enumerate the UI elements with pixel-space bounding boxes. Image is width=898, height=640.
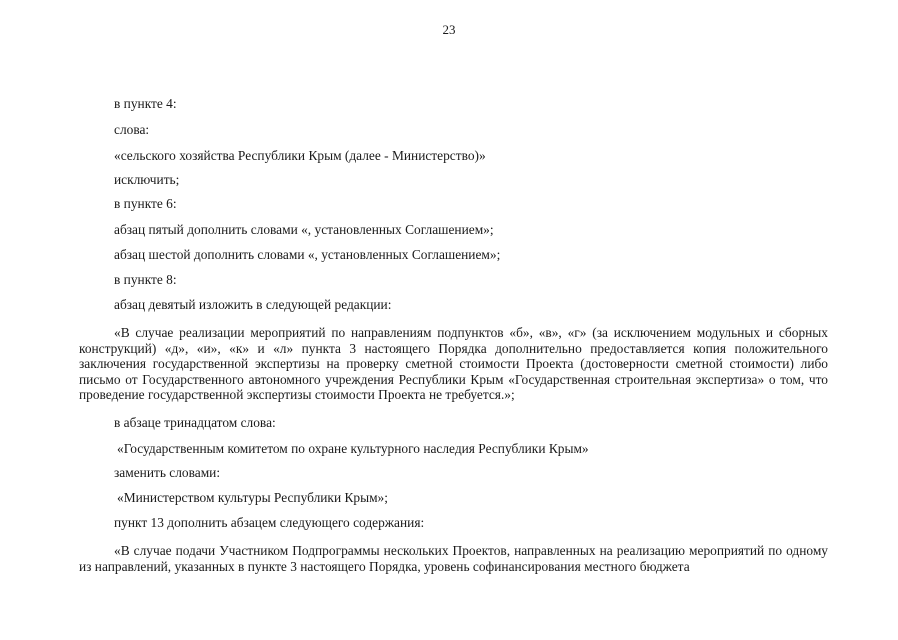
doc-line: слова:: [114, 122, 150, 137]
doc-line: в пункте 4:: [114, 96, 177, 111]
page-number: 23: [442, 22, 456, 37]
doc-line: в абзаце тринадцатом слова:: [114, 415, 276, 430]
doc-line: абзац пятый дополнить словами «, установленных Соглашением»;: [114, 222, 494, 237]
doc-line: исключить;: [114, 172, 180, 187]
doc-line: заменить словами:: [114, 465, 221, 480]
doc-paragraph: «В случае реализации мероприятий по направлениям подпунктов «б», «в», «г» (за исключением модульных и сборных конструкций) «д», «и», «к» и «л» пункта 3 настоящего Порядка дополнительно предоставляется копия положительного заключения государственной экспертизы на проверку сметной стоимости Проекта (достоверности сметной стоимости) либо письмо от Государственного автономного учреждения Республики Крым «Государственная строительная экспертиза» о том, что проведение государственной экспертизы стоимости Проекта не требуется.»;: [79, 325, 828, 403]
doc-line: в пункте 8:: [114, 272, 177, 287]
doc-line: «Министерством культуры Республики Крым»;: [117, 490, 388, 505]
doc-line: абзац девятый изложить в следующей редакции:: [114, 297, 392, 312]
doc-line: в пункте 6:: [114, 196, 177, 211]
doc-line: абзац шестой дополнить словами «, установленных Соглашением»;: [114, 247, 501, 262]
doc-line: «сельского хозяйства Республики Крым (далее - Министерство)»: [114, 148, 486, 163]
doc-line: «Государственным комитетом по охране культурного наследия Республики Крым»: [117, 441, 589, 456]
doc-line: пункт 13 дополнить абзацем следующего содержания:: [114, 515, 425, 530]
doc-paragraph: «В случае подачи Участником Подпрограммы нескольких Проектов, направленных на реализацию мероприятий по одному из направлений, указанных в пункте 3 настоящего Порядка, уровень софинансирования местного бюджета: [79, 543, 828, 574]
